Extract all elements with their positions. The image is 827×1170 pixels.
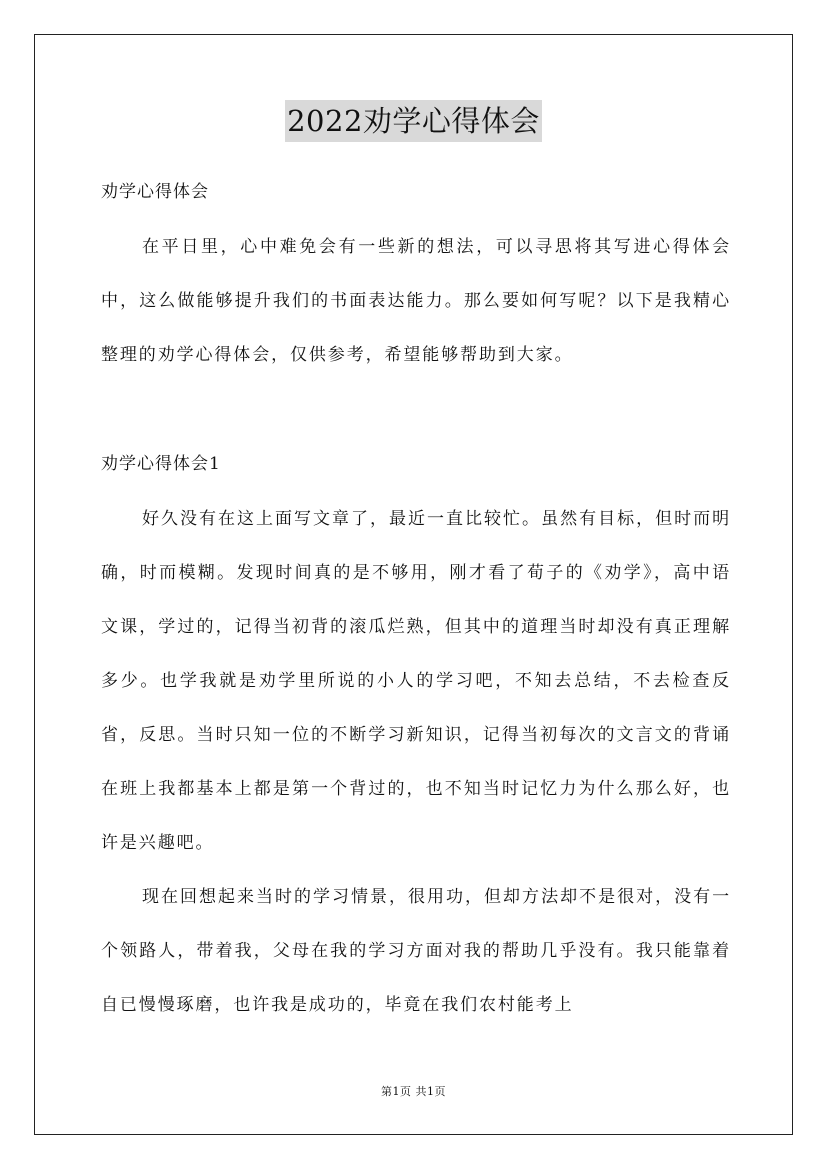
intro-heading: 劝学心得体会 <box>101 182 209 202</box>
section1-heading: 劝学心得体会1 <box>101 454 221 474</box>
section1-paragraph-2: 现在回想起来当时的学习情景，很用功，但却方法却不是很对，没有一个领路人，带着我，父母在我的学习方面对我的帮助几乎没有。我只能靠着自已慢慢琢磨，也许我是成功的，毕竟在我们农村能考上 <box>101 887 731 1015</box>
section1-paragraph-1: 好久没有在这上面写文章了，最近一直比较忙。虽然有目标，但时而明确，时而模糊。发现时间真的是不够用，刚才看了荀子的《劝学》，高中语文课，学过的，记得当初背的滚瓜烂熟，但其中的道理当时却没有真正理解多少。也学我就是劝学里所说的小人的学习吧，不知去总结，不去检查反省，反思。当时只知一位的不断学习新知识，记得当初每次的文言文的背诵在班上我都基本上都是第一个背过的，也不知当时记忆力为什么那么好，也许是兴趣吧。 <box>101 509 731 853</box>
document-title: 2022劝学心得体会 <box>285 100 542 142</box>
page-footer: 第1页 共1页 <box>381 1085 446 1098</box>
intro-paragraph: 在平日里，心中难免会有一些新的想法，可以寻思将其写进心得体会中，这么做能够提升我们的书面表达能力。那么要如何写呢？以下是我精心整理的劝学心得体会，仅供参考，希望能够帮助到大家。 <box>101 237 731 365</box>
title-container <box>0 100 827 142</box>
